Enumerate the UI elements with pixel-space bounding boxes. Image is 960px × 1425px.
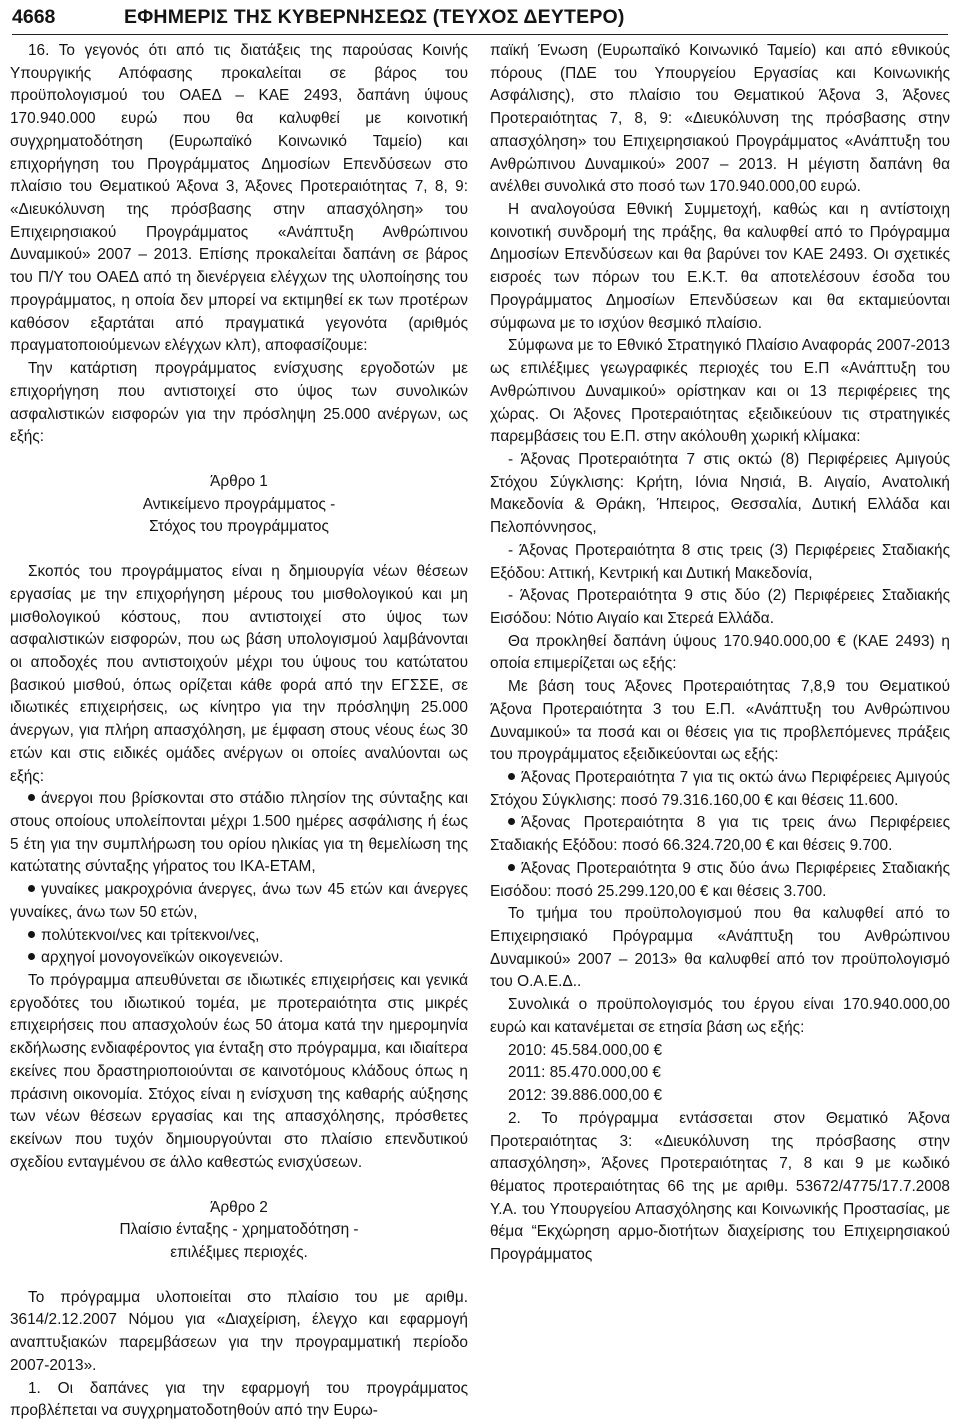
page-header bbox=[12, 0, 948, 34]
paragraph-purpose: Σκοπός του προγράμματος είναι η δημιουργία νέων θέσεων εργασίας με την επιχορήγηση μέρους του μισθολογικού και μη μισθολογικού κόστους, που αντιστοιχεί στο ύψος των ασφαλιστικών εισφορών, που ως βάση υπολογισμού λαμβάνονται οι αποδοχές που αντιστοιχούν μέχρι του ύψους του κατώτατου βασικού μισθού, όπως ορίζεται κάθε φορά από την ΕΓΣΣΕ, σε ιδιωτικές επιχειρήσεις, ως κίνητρο για την πρόσληψη 25.000 άνεργων, για πλήρη απασχόληση, με έμφαση στους νέους έως 30 ετών και στις ειδικές ομάδες ανέργων οι οποίες αναλύονται ως εξής: bbox=[10, 563, 468, 785]
spacer bbox=[10, 539, 468, 561]
paragraph-2: 2. Το πρόγραμμα εντάσσεται στον Θεματικό Άξονα Προτεραιότητας 3: «Διευκόλυνση της πρόσβασης στην απασχόληση», Άξονες Προτεραιότητας 7, 8 και 9 με κωδικό θέματος προτεραιότητας 66 της με αριθμ. 53672/4775/17.7.2008 Υ.Α. του Υπουργείου Απασχόλησης και Κοινωνικής Προστασίας, με θέμα “Εκχώρηση αρμο-διοτήτων διαχείρισης του Επιχειρησιακού Προγράμματος bbox=[490, 1109, 950, 1264]
paragraph-axis-7: - Άξονας Προτεραιότητα 7 στις οκτώ (8) Περιφέρειες Αμιγούς Στόχου Σύγκλισης: Κρήτη, Ιόνια Νησιά, Β. Αιγαίο, Ανατολική Μακεδονία & Θράκη, Ήπειρος, Θεσσαλία, Δυτική Ελλάδα και Πελοπόννησος, bbox=[490, 450, 950, 537]
spacer bbox=[10, 1265, 468, 1287]
bullet-icon bbox=[508, 773, 515, 780]
page-number: 4668 bbox=[12, 5, 56, 28]
article-2-subtitle-1: Πλαίσιο ένταξης - χρηματοδότηση - bbox=[119, 1221, 359, 1239]
paragraph-budget-coverage: Το τμήμα του προϋπολογισμού που θα καλυφθεί από το Επιχειρησιακό Πρόγραμμα «Ανάπτυξη του Ανθρώπινου Δυναμικού» 2007 – 2013» θα καλυφθεί από τον προϋπολογισμό του Ο.Α.Ε.Δ.. bbox=[490, 905, 950, 991]
list-item: γυναίκες μακροχρόνια άνεργες, άνω των 45 ετών και άνεργες γυναίκες, άνω των 50 ετών, bbox=[10, 881, 468, 921]
header-rule bbox=[12, 34, 948, 35]
bullet-icon bbox=[28, 931, 35, 938]
bullet-icon bbox=[28, 794, 35, 801]
paragraph-total-budget: Συνολικά ο προϋπολογισμός του έργου είναι 170.940.000,00 ευρώ και κατανέμεται σε ετησία βάση ως εξής: bbox=[490, 996, 950, 1036]
bullet-icon bbox=[28, 885, 35, 892]
paragraph-funding-cont: παϊκή Ένωση (Ευρωπαϊκό Κοινωνικό Ταμείο) και από εθνικούς πόρους (ΠΔΕ του Υπουργείου Εργασίας και Κοινωνικής Ασφάλισης), στο πλαίσιο του Θεματικού Άξονα 3, Άξονες Προτεραιότητας 7, 8, 9: «Διευκόλυνση της πρόσβασης στην απασχόληση» του Επιχειρησιακού Προγράμματος «Ανάπτυξη του Ανθρώπινου Δυναμικού» 2007 – 2013. Η μέγιστη δαπάνη θα ανέλθει συνολικά στο ποσό των 170.940.000,00 ευρώ. bbox=[490, 42, 950, 196]
list-item: Άξονας Προτεραιότητα 7 για τις οκτώ άνω Περιφέρειες Αμιγούς Στόχου Σύγκλισης: ποσό 79.316.160,00 € και θέσεις 11.600. bbox=[490, 769, 950, 809]
paragraph-target-businesses: Το πρόγραμμα απευθύνεται σε ιδιωτικές επιχειρήσεις και γενικά εργοδότες του ιδιωτικού τομέα, με προτεραιότητα στις μικρές επιχειρήσεις που απασχολούν έως 50 άτομα κατά την ημερομηνία εκδήλωσης ενδιαφέροντος για ένταξη στο πρόγραμμα, και ιδιαίτερα εκείνες που δραστηριοποιούνται σε καινοτόμους κλάδους όπως η πράσινη οικονομία. Στόχος είναι η ενίσχυση της καθαρής αύξησης των νέων θέσεων εργασίας και της απασχόλησης, πρόσθετες εκείνων που τυχόν δημιουργούνται στο πλαίσιο επενδυτικού σχεδίου ενταγμένου σε άλλο καθεστώς ενισχύσεων. bbox=[10, 972, 468, 1171]
list-item: αρχηγοί μονογονεϊκών οικογενειών. bbox=[10, 947, 468, 970]
list-item: Άξονας Προτεραιότητα 9 στις δύο άνω Περιφέρειες Σταδιακής Εισόδου: ποσό 25.299.120,00 € και θέσεις 3.700. bbox=[490, 859, 950, 900]
article-1-title: Άρθρο 1 bbox=[210, 472, 268, 490]
bullet-icon bbox=[508, 818, 515, 825]
paragraph-funding-1: 1. Οι δαπάνες για την εφαρμογή του προγράμματος προβλέπεται να συγχρηματοδοτηθούν από την Ευρω- bbox=[10, 1379, 468, 1420]
paragraph-16: 16. Το γεγονός ότι από τις διατάξεις της παρούσας Κοινής Υπουργικής Απόφασης προκαλείται σε βάρος του προϋπολογισμού του ΟΑΕΔ – ΚΑΕ 2493, δαπάνη ύψους 170.940.000 ευρώ που θα καλυφθεί με κοινοτική συγχρηματοδότηση (Ευρωπαϊκό Κοινωνικό Ταμείο) και επιχορήγηση του Προγράμματος Δημοσίων Επενδύσεων στο πλαίσιο του Θεματικού Άξονα 3, Άξονες Προτεραιότητας 7, 8, 9: «Διευκόλυνση της πρόσβασης στην απασχόληση» του Επιχειρησιακού Προγράμματος «Ανάπτυξη Ανθρώπινου Δυναμικού» 2007 – 2013. Επίσης προκαλείται δαπάνη σε βάρος του Π/Υ του ΟΑΕΔ από τη διενέργεια ελέγχων της υλοποίησης του προγράμματος, η οποία δεν μπορεί να εκτιμηθεί εκ των προτέρων καθόσον εξαρτάται από πραγματικά γεγονότα (αριθμός πραγματοποιούμενων ελέγχων κλπ), αποφασίζουμε: bbox=[10, 42, 468, 355]
article-1-subtitle-1: Αντικείμενο προγράμματος - bbox=[142, 495, 336, 513]
article-2-subtitle-2: επιλέξιμες περιοχές. bbox=[170, 1243, 308, 1261]
paragraph-program-intro: Την κατάρτιση προγράμματος ενίσχυσης εργοδοτών με επιχορήγηση που αντιστοιχεί στο ύψος των συνολικών ασφαλιστικών εισφορών για την πρόσληψη 25.000 ανέργων, ως εξής: bbox=[10, 360, 468, 446]
paragraph-national-contribution: Η αναλογούσα Εθνική Συμμετοχή, καθώς και η αντίστοιχη κοινοτική συνδρομή της πράξης, θα καλυφθεί από το Πρόγραμμα Δημοσίων Επενδύσεων και θα βαρύνει τον ΚΑΕ 2493. Οι σχετικές εισροές των πόρων του Ε.Κ.Τ. θα αποτελέσουν έσοδα του Προγράμματος Δημοσίων Επενδύσεων και θα εκταμιεύονται σύμφωνα με το ισχύον θεσμικό πλαίσιο. bbox=[490, 201, 950, 332]
annual-amount: 2011: 85.470.000,00 € bbox=[508, 1064, 661, 1082]
left-column bbox=[10, 40, 468, 1423]
right-column bbox=[490, 40, 950, 1267]
spacer bbox=[10, 1175, 468, 1197]
article-1-subtitle-2: Στόχος του προγράμματος bbox=[149, 518, 329, 536]
list-item: Άξονας Προτεραιότητα 8 για τις τρεις άνω Περιφέρειες Σταδιακής Εξόδου: ποσό 66.324.720,00 € και θέσεις 9.700. bbox=[490, 814, 950, 855]
list-item: πολύτεκνοι/νες και τρίτεκνοι/νες, bbox=[10, 925, 468, 948]
paragraph-allocation: Με βάση τους Άξονες Προτεραιότητας 7,8,9 του Θεματικού Άξονα Προτεραιότητα 3 του Ε.Π. «Ανάπτυξη του Ανθρώπινου Δυναμικού» τα ποσά και οι θέσεις για τις προβλεπόμενες πράξεις του προγράμματος εξειδικεύονται ως εξής: bbox=[490, 678, 950, 764]
bullet-icon bbox=[508, 864, 515, 871]
annual-amount: 2012: 39.886.000,00 € bbox=[508, 1087, 663, 1105]
list-item: άνεργοι που βρίσκονται στο στάδιο πλησίον της σύνταξης και στους οποίους υπολείπονται μέχρι 1.500 ημέρες ασφάλισης ή έως 5 έτη για την συμπλήρωση του ορίου ηλικίας για τη θεμελίωση της κατώτατης σύνταξης γήρατος του ΙΚΑ-ΕΤΑΜ, bbox=[10, 790, 468, 876]
bullet-icon bbox=[28, 953, 35, 960]
annual-amount: 2010: 45.584.000,00 € bbox=[508, 1041, 663, 1059]
paragraph-axis-9: - Άξονας Προτεραιότητα 9 στις δύο (2) Περιφέρειες Σταδιακής Εισόδου: Νότιο Αιγαίο και Στερεά Ελλάδα. bbox=[490, 587, 950, 627]
article-2-title: Άρθρο 2 bbox=[210, 1198, 268, 1216]
paragraph-axis-8: - Άξονας Προτεραιότητα 8 στις τρεις (3) Περιφέρειες Σταδιακής Εξόδου: Αττική, Κεντρική και Δυτική Μακεδονία, bbox=[490, 541, 950, 582]
gazette-title: ΕΦΗΜΕΡΙΣ ΤΗΣ ΚΥΒΕΡΝΗΣΕΩΣ (ΤΕΥΧΟΣ ΔΕΥΤΕΡΟ) bbox=[124, 5, 625, 28]
paragraph-legal-framework: Το πρόγραμμα υλοποιείται στο πλαίσιο του με αριθμ. 3614/2.12.2007 Νόμου για «Διαχείριση, έλεγχο και εφαρμογή αναπτυξιακών παρεμβάσεων για την προγραμματική περίοδο 2007-2013». bbox=[10, 1288, 468, 1374]
paragraph-eligible-regions: Σύμφωνα με το Εθνικό Στρατηγικό Πλαίσιο Αναφοράς 2007-2013 ως επιλέξιμες γεωγραφικές περιοχές του Ε.Π «Ανάπτυξη του Ανθρώπινου Δυναμικού» ορίστηκαν και οι 13 περιφέρειες της χώρας. Οι Άξονες Προτεραιότητας εξειδικεύουν τις στρατηγικές παρεμβάσεις του Ε.Π. στην ακόλουθη χωρική κλίμακα: bbox=[490, 337, 950, 446]
spacer bbox=[10, 449, 468, 471]
paragraph-expenditure: Θα προκληθεί δαπάνη ύψους 170.940.000,00 € (ΚΑΕ 2493) η οποία επιμερίζεται ως εξής: bbox=[490, 632, 950, 673]
